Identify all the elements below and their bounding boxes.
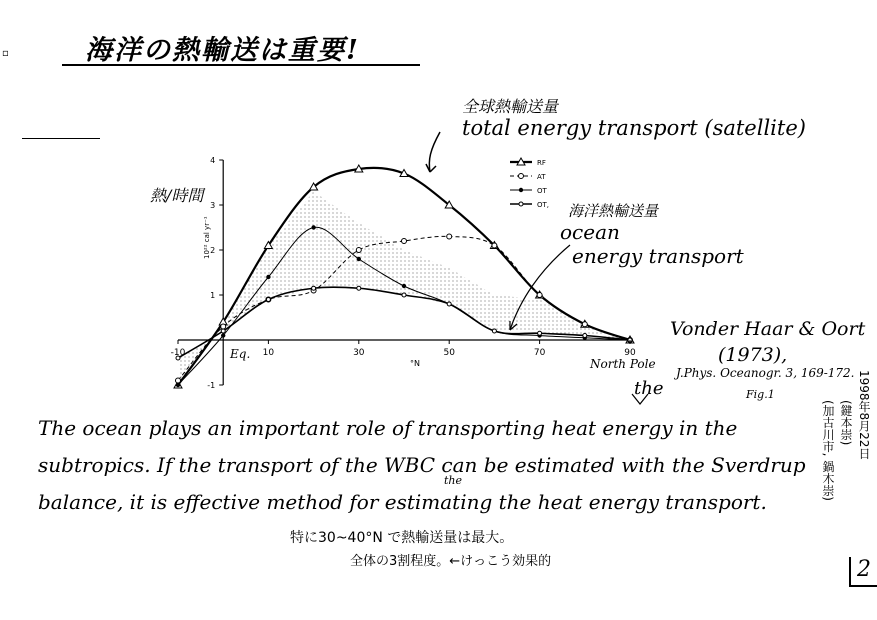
data-point <box>221 333 225 337</box>
legend-label: RF <box>537 159 546 167</box>
data-point <box>176 378 181 383</box>
page-number: 2 <box>849 557 877 587</box>
data-point <box>266 275 270 279</box>
data-point <box>447 234 452 239</box>
data-point <box>492 243 497 248</box>
data-point <box>447 302 451 306</box>
handwritten-paragraph: The ocean plays an important role of transporting heat energy in the subtropics. If the transport of the WBC can be estimated with the Sverdrup balance, it is effective method for estimating the heat energy transport. <box>38 416 806 514</box>
data-point <box>311 225 315 229</box>
north-pole-label: North Pole <box>590 357 656 371</box>
y-tick-label: 4 <box>210 156 216 165</box>
data-point <box>356 248 361 253</box>
total-transport-en-label: total energy transport (satellite) <box>462 116 806 140</box>
y-axis-label: 10²² cal yr⁻¹ <box>203 216 212 259</box>
inserted-word-the: the <box>634 378 664 399</box>
inserted-word-the-small: the <box>444 474 463 487</box>
ocean-transport-jp-label: 海洋熱輸送量 <box>568 202 659 220</box>
y-axis-handwritten-label: 熱/時間 <box>150 186 204 205</box>
data-point <box>176 383 180 387</box>
legend-label: OT, <box>537 201 550 209</box>
total-transport-jp-label: 全球熱輸送量 <box>462 97 559 116</box>
data-point <box>583 334 587 338</box>
citation-year: (1973), <box>718 344 788 366</box>
data-point <box>538 331 542 335</box>
equator-label: Eq. <box>230 347 251 361</box>
legend-label: OT <box>537 187 547 195</box>
data-point <box>519 202 523 206</box>
data-point <box>519 188 523 192</box>
x-tick-label: 10 <box>262 348 275 358</box>
page-heading: 海洋の熱輸送は重要! <box>85 35 360 66</box>
data-point <box>402 239 407 244</box>
x-tick-label: 70 <box>533 348 546 358</box>
y-tick-label: 3 <box>210 201 216 210</box>
data-point <box>266 298 270 302</box>
data-point <box>402 293 406 297</box>
japanese-note-2: 全体の3割程度。←けっこう効果的 <box>350 554 552 569</box>
data-point <box>221 324 226 329</box>
x-tick-label: 90 <box>624 348 636 358</box>
x-tick-label: 30 <box>353 348 365 358</box>
data-point <box>402 284 406 288</box>
citation-authors: Vonder Haar & Oort <box>670 318 866 340</box>
ocean-transport-en-label-1: ocean <box>560 220 620 244</box>
x-axis-label: °N <box>410 359 420 368</box>
y-tick-label: 2 <box>210 246 216 255</box>
data-point <box>357 257 361 261</box>
data-point <box>312 286 316 290</box>
x-tick-label: 50 <box>443 348 455 358</box>
data-point <box>582 322 587 327</box>
vertical-date-block <box>820 370 876 530</box>
y-tick-label: 1 <box>210 291 216 300</box>
y-tick-label: -1 <box>207 381 216 390</box>
data-point <box>221 329 225 333</box>
citation-figure: Fig.1 <box>746 388 775 401</box>
data-point <box>357 286 361 290</box>
vertical-date: 1998年8月22日 <box>857 370 871 460</box>
data-point <box>537 293 542 298</box>
citation-journal: J.Phys. Oceanogr. 3, 169-172. <box>676 366 855 380</box>
margin-mark: ▫ <box>2 48 9 59</box>
data-point <box>492 329 496 333</box>
vertical-name-1: (鍵本崇) <box>839 400 853 446</box>
legend-label: AT <box>537 173 546 181</box>
japanese-note-1: 特に30~40°N で熱輸送量は最大。 <box>290 530 514 546</box>
vertical-name-2: (加古川市, 鍋木崇) <box>821 400 835 501</box>
x-tick-label: -10 <box>170 348 186 358</box>
ocean-transport-en-label-2: energy transport <box>572 244 744 268</box>
chart-legend <box>510 158 549 209</box>
data-point <box>519 174 524 179</box>
